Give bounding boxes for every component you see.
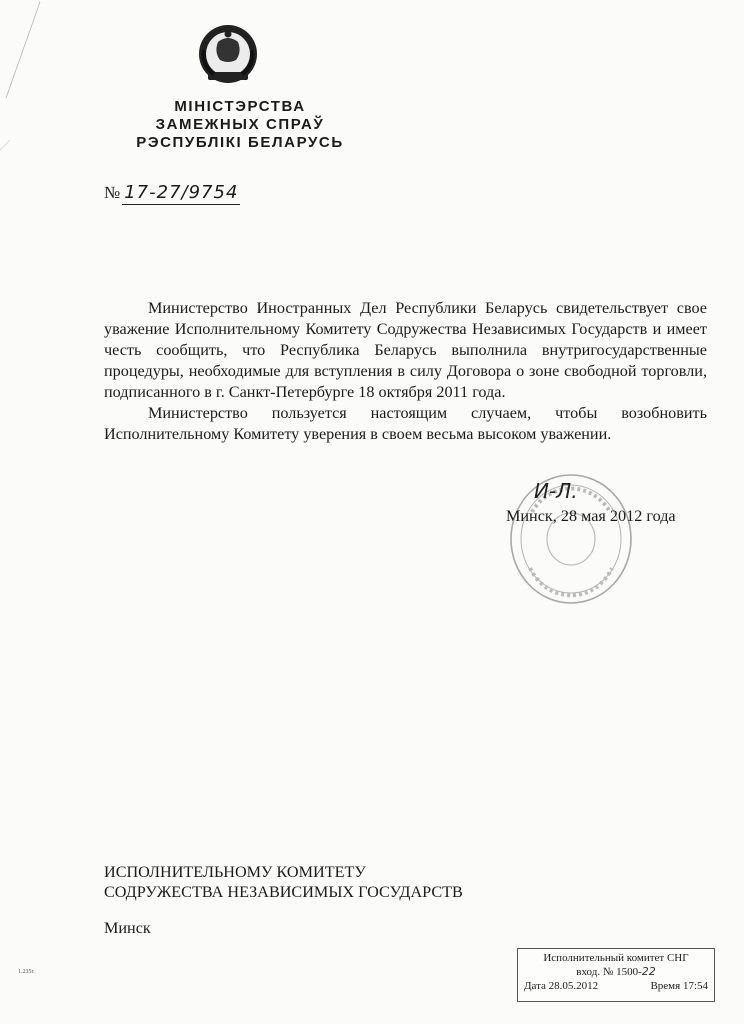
- body-paragraph: Министерство Иностранных Дел Республики Беларусь свидетельствует свое уважение Исполнительному Комитету Содружества Независимых Государств и имеет честь сообщить, что Республика Беларусь выполнила внутригосударственные процедуры, необходимые для вступления в силу Договора о зоне свободной торговли, подписанного в г. Санкт-Петербурге 18 октября 2011 года.: [104, 299, 707, 401]
- ministry-line: ЗАМЕЖНЫХ СПРАЎ: [155, 116, 325, 133]
- state-emblem-icon: [196, 20, 260, 86]
- stamp-incoming-handwritten: 22: [641, 965, 656, 978]
- addressee-line: ИСПОЛНИТЕЛЬНОМУ КОМИТЕТУ: [104, 863, 366, 881]
- stamp-date: Дата 28.05.2012: [524, 980, 599, 992]
- margin-code: 1.235г.: [18, 969, 35, 975]
- stamp-time: Время 17:54: [650, 980, 708, 992]
- handwritten-number: 17-27/9754: [124, 182, 239, 203]
- signature-initials-text: И-Л.: [534, 479, 578, 503]
- number-sign: №: [104, 183, 121, 202]
- stamp-incoming-prefix: вход. № 1500-: [576, 966, 642, 978]
- addressee-line: СОДРУЖЕСТВА НЕЗАВИСИМЫХ ГОСУДАРСТВ: [104, 883, 463, 901]
- ministry-line: МІНІСТЭРСТВА: [174, 98, 306, 115]
- addressee-city: Минск: [104, 919, 151, 937]
- body-paragraph: Министерство пользуется настоящим случаем, чтобы возобновить Исполнительному Комитету уверения в своем весьма высоком уважении.: [104, 404, 707, 443]
- registration-stamp: [517, 948, 715, 1002]
- signature-initials: [532, 476, 602, 506]
- ministry-header: [110, 98, 370, 152]
- place-date: Минск, 28 мая 2012 года: [506, 507, 676, 525]
- addressee-block: [104, 862, 463, 902]
- stamp-organization: Исполнительный комитет СНГ: [543, 952, 689, 964]
- stamp-date-time: [524, 980, 708, 993]
- stamp-incoming-number: [518, 965, 714, 979]
- letter-body: [104, 298, 707, 445]
- ministry-line: РЭСПУБЛІКІ БЕЛАРУСЬ: [136, 134, 344, 151]
- document-number: [104, 182, 240, 205]
